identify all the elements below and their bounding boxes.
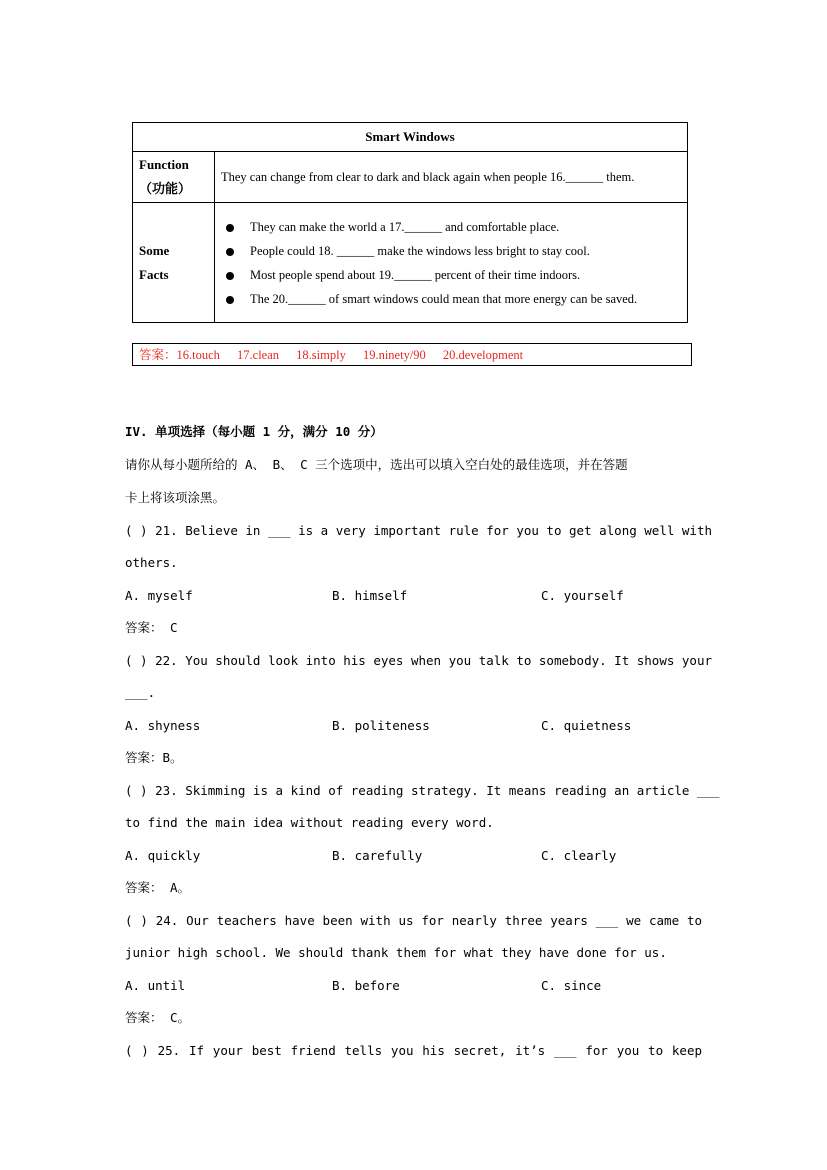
answer-box-item: 17.clean [237,348,280,362]
fact-item: They can make the world a 17.______ and comfortable place. [222,215,680,239]
facts-cell [215,203,688,323]
option-a: A. myself [125,588,193,603]
option-b: B. himself [332,588,408,603]
function-label-cn: （功能） [139,181,192,196]
question-23-line-2: to find the main idea without reading every word. [125,815,494,830]
answer-box [132,343,692,366]
option-b: B. before [332,978,400,993]
function-label: Function [139,157,189,172]
question-25-line-1: ( ) 25. If your best friend tells you his secret, it’s ___ for you to keep [125,1043,702,1058]
question-21-line-1: ( ) 21. Believe in ___ is a very important rule for you to get along well with [125,523,712,538]
answer-box-item: 19.ninety/90 [362,348,426,362]
option-c: C. since [541,978,602,993]
option-a: A. until [125,978,186,993]
question-23-line-1: ( ) 23. Skimming is a kind of reading strategy. It means reading an article ___ [125,783,720,798]
option-c: C. yourself [541,588,624,603]
answer: 答案： C [125,620,178,635]
answer: 答案： A。 [125,880,191,895]
fact-item: Most people spend about 19.______ percent of their time indoors. [222,263,680,287]
option-b: B. politeness [332,718,430,733]
facts-list [216,213,686,313]
option-c: C. quietness [541,718,632,733]
section-instruction-1: 请你从每小题所给的 A、 B、 C 三个选项中，选出可以填入空白处的最佳选项，并在答题 [125,457,628,472]
answer: 答案：B。 [125,750,183,765]
question-24-line-1: ( ) 24. Our teachers have been with us for nearly three years ___ we came to [125,913,702,928]
function-label-cell [133,152,215,203]
facts-label-cell [133,203,215,323]
facts-label-2: Facts [139,266,169,282]
option-c: C. clearly [541,848,617,863]
answer-box-item: 18.simply [296,348,346,362]
function-text: They can change from clear to dark and black again when people 16.______ them. [215,152,688,203]
fact-item: The 20.______ of smart windows could mean that more energy can be saved. [222,287,680,311]
option-b: B. carefully [332,848,423,863]
section-instruction-2: 卡上将该项涂黑。 [125,490,226,505]
smart-windows-table [132,122,688,323]
question-24-line-2: junior high school. We should thank them for what they have done for us. [125,945,667,960]
option-a: A. quickly [125,848,201,863]
section-heading: IV. 单项选择（每小题 1 分，满分 10 分） [125,424,383,439]
option-a: A. shyness [125,718,201,733]
question-21-line-2: others. [125,555,178,570]
fact-item: People could 18. ______ make the windows less bright to stay cool. [222,239,680,263]
facts-label-1: Some [139,242,170,258]
answer: 答案： C。 [125,1010,191,1025]
question-22-line-1: ( ) 22. You should look into his eyes when you talk to somebody. It shows your [125,653,712,668]
table-title: Smart Windows [133,123,688,152]
answer-box-label: 答案：16.touch [139,348,220,362]
answer-box-item: 20.development [442,348,524,362]
question-22-line-2: ___. [125,685,156,700]
